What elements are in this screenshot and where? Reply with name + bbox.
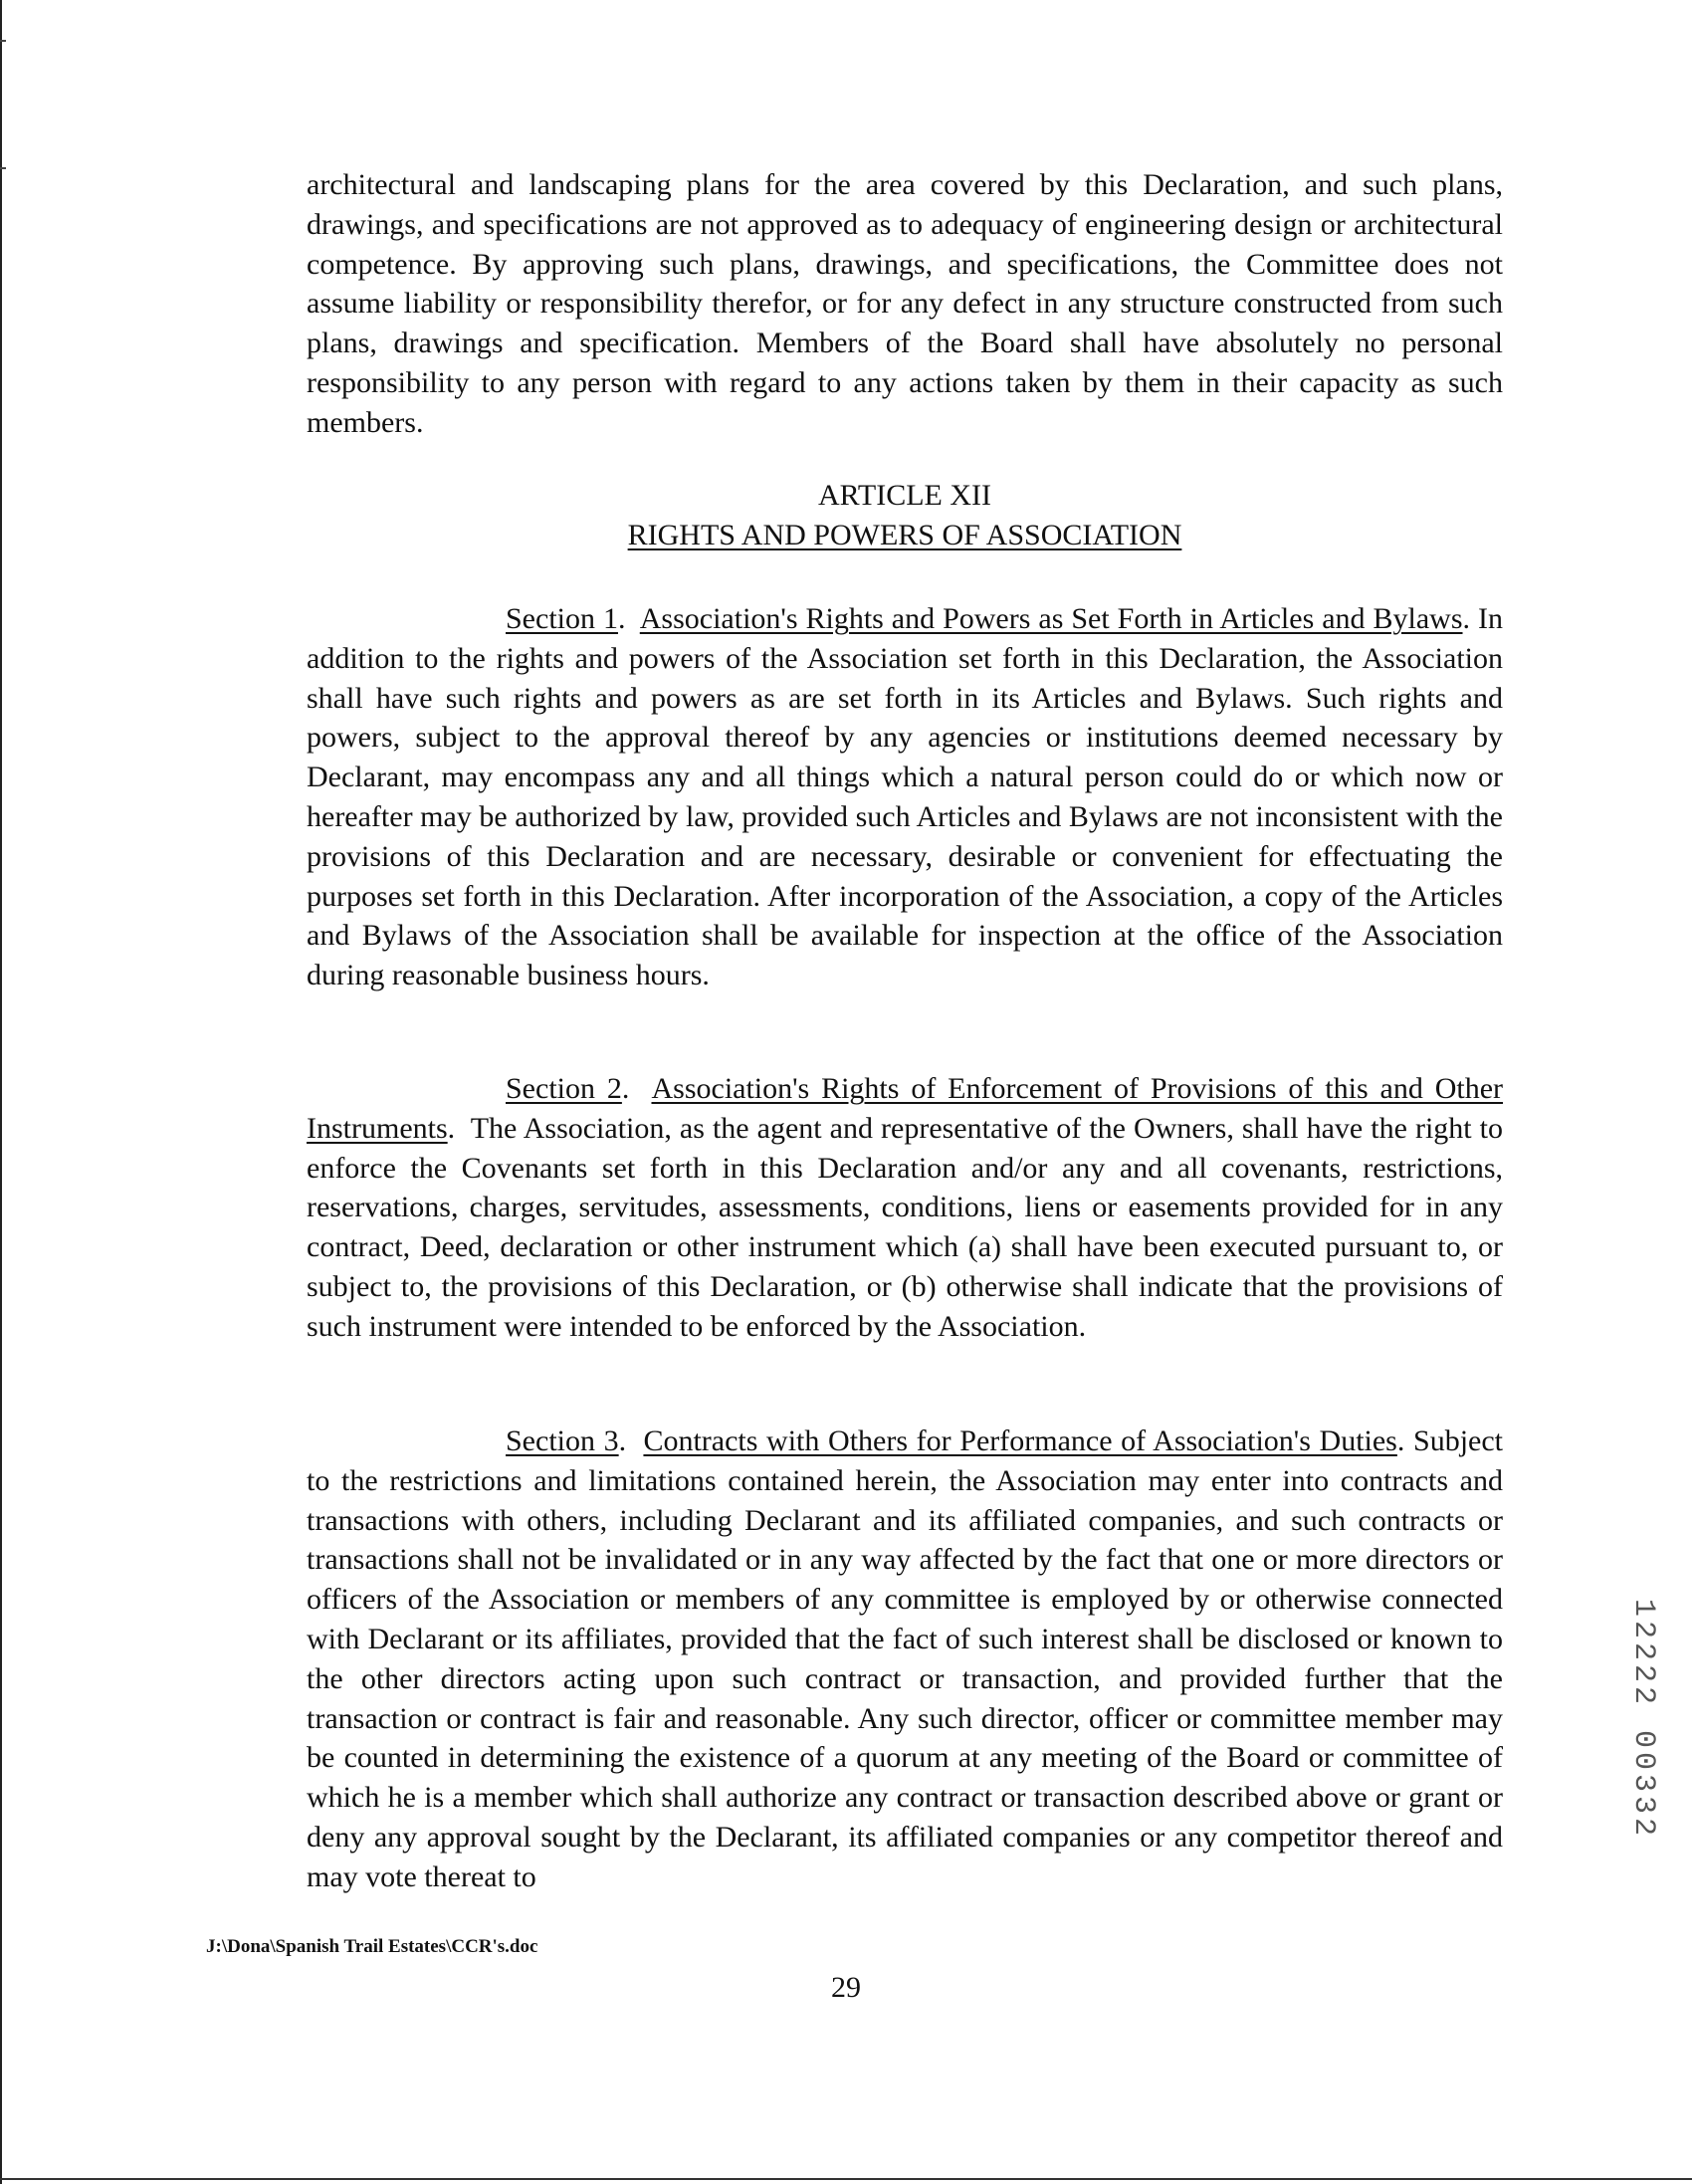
section-2-label: Section 2 [506, 1072, 622, 1105]
footer-file-path: J:\Dona\Spanish Trail Estates\CCR's.doc [206, 1936, 538, 1957]
section-1-body: In addition to the rights and powers of the Association set forth in this Declaration, the Association shall have such rights and powers as are set forth in its Articles and Bylaws. Such rights and powers, subject to the approval thereof by any agencies or institutions deemed necessary by Declarant, may encompass any and all things which a natural person could do or which now or hereafter may be authorized by law, provided such Articles and Bylaws are not inconsistent with the provisions of this Declaration and are necessary, desirable or convenient for effectuating the purposes set forth in this Declaration. After incorporation of the Association, a copy of the Articles and Bylaws of the Association shall be available for inspection at the office of the Association during reasonable business hours. [307, 602, 1503, 992]
section-1 [307, 599, 1503, 995]
article-title-text: RIGHTS AND POWERS OF ASSOCIATION [627, 519, 1182, 551]
scan-mark [0, 40, 6, 42]
section-3-paragraph: Section 3. Contracts with Others for Performance of Association's Duties. Subject to the restrictions and limitations contained herein, the Association may enter into contracts and transactions with others, including Declarant and its affiliated companies, and such contracts or transactions shall not be invalidated or in any way affected by the fact that one or more directors or officers of the Association or members of any committee is employed by or otherwise connected with Declarant or its affiliates, provided that the fact of such interest shall be disclosed or known to the other directors acting upon such contract or transaction, and provided further that the transaction or contract is fair and reasonable. Any such director, officer or committee member may be counted in determining the existence of a quorum at any meeting of the Board or committee of which he is a member which shall authorize any contract or transaction described above or grant or deny any approval sought by the Declarant, its affiliated companies or any competitor thereof and may vote thereat to [307, 1424, 1504, 1893]
section-3 [307, 1421, 1503, 1897]
section-2-paragraph: Section 2. Association's Rights of Enforcement of Provisions of this and Other Instruments. The Association, as the agent and representative of the Owners, shall have the right to enforce the Covenants set forth in this Declaration and/or any and all covenants, restrictions, reservations, charges, servitudes, assessments, conditions, liens or easements provided for in any contract, Deed, declaration or other instrument which (a) shall have been executed pursuant to, or subject to, the provisions of this Declaration, or (b) otherwise shall indicate that the provisions of such instrument were intended to be enforced by the Association. [307, 1072, 1503, 1343]
section-1-label: Section 1 [506, 602, 618, 635]
section-3-heading: Contracts with Others for Performance of Association's Duties [643, 1424, 1397, 1457]
margin-stamp [1628, 1599, 1658, 1877]
scan-mark [0, 167, 6, 169]
page-number: 29 [831, 1971, 861, 2004]
section-2-heading: Association's Rights of Enforcement of Provisions of this and Other Instruments [307, 1072, 1503, 1145]
section-2-body: The Association, as the agent and representative of the Owners, shall have the right to enforce the Covenants set forth in this Declaration and/or any and all covenants, restrictions, reservations, charges, servitudes, assessments, conditions, liens or easements provided for in any contract, Deed, declaration or other instrument which (a) shall have been executed pursuant to, or subject to, the provisions of this Declaration, or (b) otherwise shall indicate that the provisions of such instrument were intended to be enforced by the Association. [307, 1111, 1503, 1343]
article-title [307, 516, 1503, 555]
margin-stamp-text: 12222 00332 [1626, 1599, 1660, 1841]
section-1-paragraph: Section 1. Association's Rights and Powers as Set Forth in Articles and Bylaws. In addition to the rights and powers of the Association set forth in this Declaration, the Association shall have such rights and powers as are set forth in its Articles and Bylaws. Such rights and powers, subject to the approval thereof by any agencies or institutions deemed necessary by Declarant, may encompass any and all things which a natural person could do or which now or hereafter may be authorized by law, provided such Articles and Bylaws are not inconsistent with the provisions of this Declaration and are necessary, desirable or convenient for effectuating the purposes set forth in this Declaration. After incorporation of the Association, a copy of the Articles and Bylaws of the Association shall be available for inspection at the office of the Association during reasonable business hours. [307, 602, 1503, 992]
intro-block [307, 165, 1503, 443]
scan-left-edge [0, 0, 2, 2184]
section-1-heading: Association's Rights and Powers as Set Forth in Articles and Bylaws [639, 602, 1463, 635]
article-number: ARTICLE XII [818, 479, 991, 512]
intro-paragraph: architectural and landscaping plans for the area covered by this Declaration, and such plans, drawings, and specifications are not approved as to adequacy of engineering design or architectural competence. By approving such plans, drawings, and specifications, the Committee does not assume liability or responsibility therefor, or for any defect in any structure constructed from such plans, drawings and specification. Members of the Board shall have absolutely no personal responsibility to any person with regard to any actions taken by them in their capacity as such members. [307, 168, 1503, 439]
section-3-label: Section 3 [506, 1424, 619, 1457]
scan-bottom-edge [0, 2178, 1692, 2180]
section-2 [307, 1069, 1503, 1347]
section-3-body: Subject to the restrictions and limitations contained herein, the Association may enter into contracts and transactions with others, including Declarant and its affiliated companies, and such contracts or transactions shall not be invalidated or in any way affected by the fact that one or more directors or officers of the Association or members of any committee is employed by or otherwise connected with Declarant or its affiliates, provided that the fact of such interest shall be disclosed or known to the other directors acting upon such contract or transaction, and provided further that the transaction or contract is fair and reasonable. Any such director, officer or committee member may be counted in determining the existence of a quorum at any meeting of the Board or committee of which he is a member which shall authorize any contract or transaction described above or grant or deny any approval sought by the Declarant, its affiliated companies or any competitor thereof and may vote thereat to [307, 1424, 1504, 1893]
